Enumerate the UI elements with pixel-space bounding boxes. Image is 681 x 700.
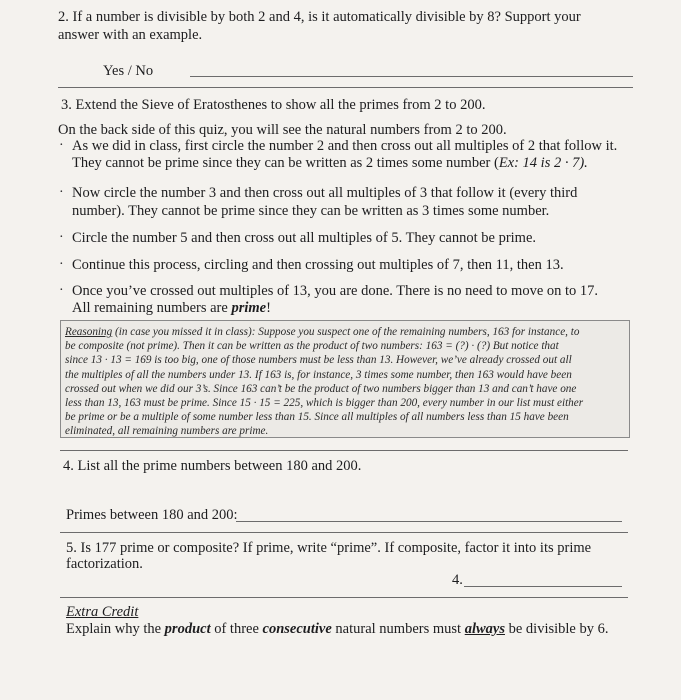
bullet-icon: · — [59, 230, 64, 245]
q5-line1: 5. Is 177 prime or composite? If prime, write “prime”. If composite, factor it into its prime — [66, 540, 592, 556]
reasoning-line8: eliminated, all remaining numbers are prime. — [65, 425, 269, 438]
q3-bullet5-line2: All remaining numbers are prime! — [72, 300, 271, 316]
q3-bullet2-line1: Now circle the number 3 and then cross out all multiples of 3 that follow it (every third — [72, 185, 578, 201]
reasoning-line2: be composite (not prime). Then it can be written as the product of two numbers: 163 = (?) · (?) But notice that — [65, 340, 559, 353]
q4-divider — [60, 532, 628, 533]
q3-heading: 3. Extend the Sieve of Eratosthenes to show all the primes from 2 to 200. — [61, 97, 486, 113]
reasoning-line6: less than 13, 163 must be prime. Since 15 · 15 = 225, which is bigger than 200, every number in our list must either — [65, 397, 584, 410]
q3-bullet3: Circle the number 5 and then cross out all multiples of 5. They cannot be prime. — [72, 230, 537, 246]
q3-divider — [60, 450, 628, 451]
q4-answer-line[interactable] — [236, 521, 622, 522]
bullet-icon: · — [59, 257, 64, 272]
q5-answer-number: 4. — [452, 572, 463, 588]
bullet-icon: · — [59, 283, 64, 298]
q5-divider — [60, 597, 628, 598]
q5-line2: factorization. — [66, 556, 143, 572]
reasoning-line7: be prime or be a multiple of some number less than 15. Since all multiples of all numbers less than 15 have been — [65, 411, 569, 424]
q2-divider — [58, 87, 633, 88]
bullet-icon: · — [59, 138, 64, 153]
reasoning-line3: since 13 · 13 = 169 is too big, one of those numbers must be less than 13. However, we’ve already crossed out all — [65, 354, 572, 367]
q4-answer-label: Primes between 180 and 200: — [66, 507, 238, 523]
bullet-icon: · — [59, 185, 64, 200]
q3-bullet4: Continue this process, circling and then crossing out multiples of 7, then 11, then 13. — [72, 257, 564, 273]
q3-bullet1-line1: As we did in class, first circle the number 2 and then cross out all multiples of 2 that follow it. — [72, 138, 618, 154]
reasoning-box — [60, 320, 630, 438]
q3-bullet2-line2: number). They cannot be prime since they can be written as 3 times some number. — [72, 203, 550, 219]
q3-bullet5-line1: Once you’ve crossed out multiples of 13, you are done. There is no need to move on to 17. — [72, 283, 599, 299]
q2-yes-no: Yes / No — [103, 63, 154, 79]
q2-line1: 2. If a number is divisible by both 2 and 4, is it automatically divisible by 8? Support your — [58, 9, 581, 25]
reasoning-line4: the multiples of all the numbers under 13. If 163 is, for instance, 3 times some number, then 163 would have been — [65, 368, 572, 381]
q3-intro: On the back side of this quiz, you will see the natural numbers from 2 to 200. — [58, 122, 507, 138]
q5-answer-line[interactable] — [464, 586, 622, 587]
q3-bullet1-line2: They cannot be prime since they can be written as 2 times some number (Ex: 14 is 2 · 7). — [72, 155, 588, 171]
q2-answer-line[interactable] — [190, 76, 633, 77]
reasoning-line1: Reasoning (in case you missed it in class): Suppose you suspect one of the remaining numbers, 163 for instance, to — [65, 326, 580, 338]
extra-credit-title: Extra Credit — [66, 604, 139, 620]
q2-line2: answer with an example. — [58, 27, 203, 43]
q4-heading: 4. List all the prime numbers between 180 and 200. — [63, 458, 362, 474]
reasoning-line5: crossed out when we did our 3’s. Since 163 can’t be the product of two numbers bigger than 13 and can’t have one — [65, 382, 577, 395]
extra-credit-prompt: Explain why the product of three consecutive natural numbers must always be divisible by 6. — [66, 621, 609, 637]
